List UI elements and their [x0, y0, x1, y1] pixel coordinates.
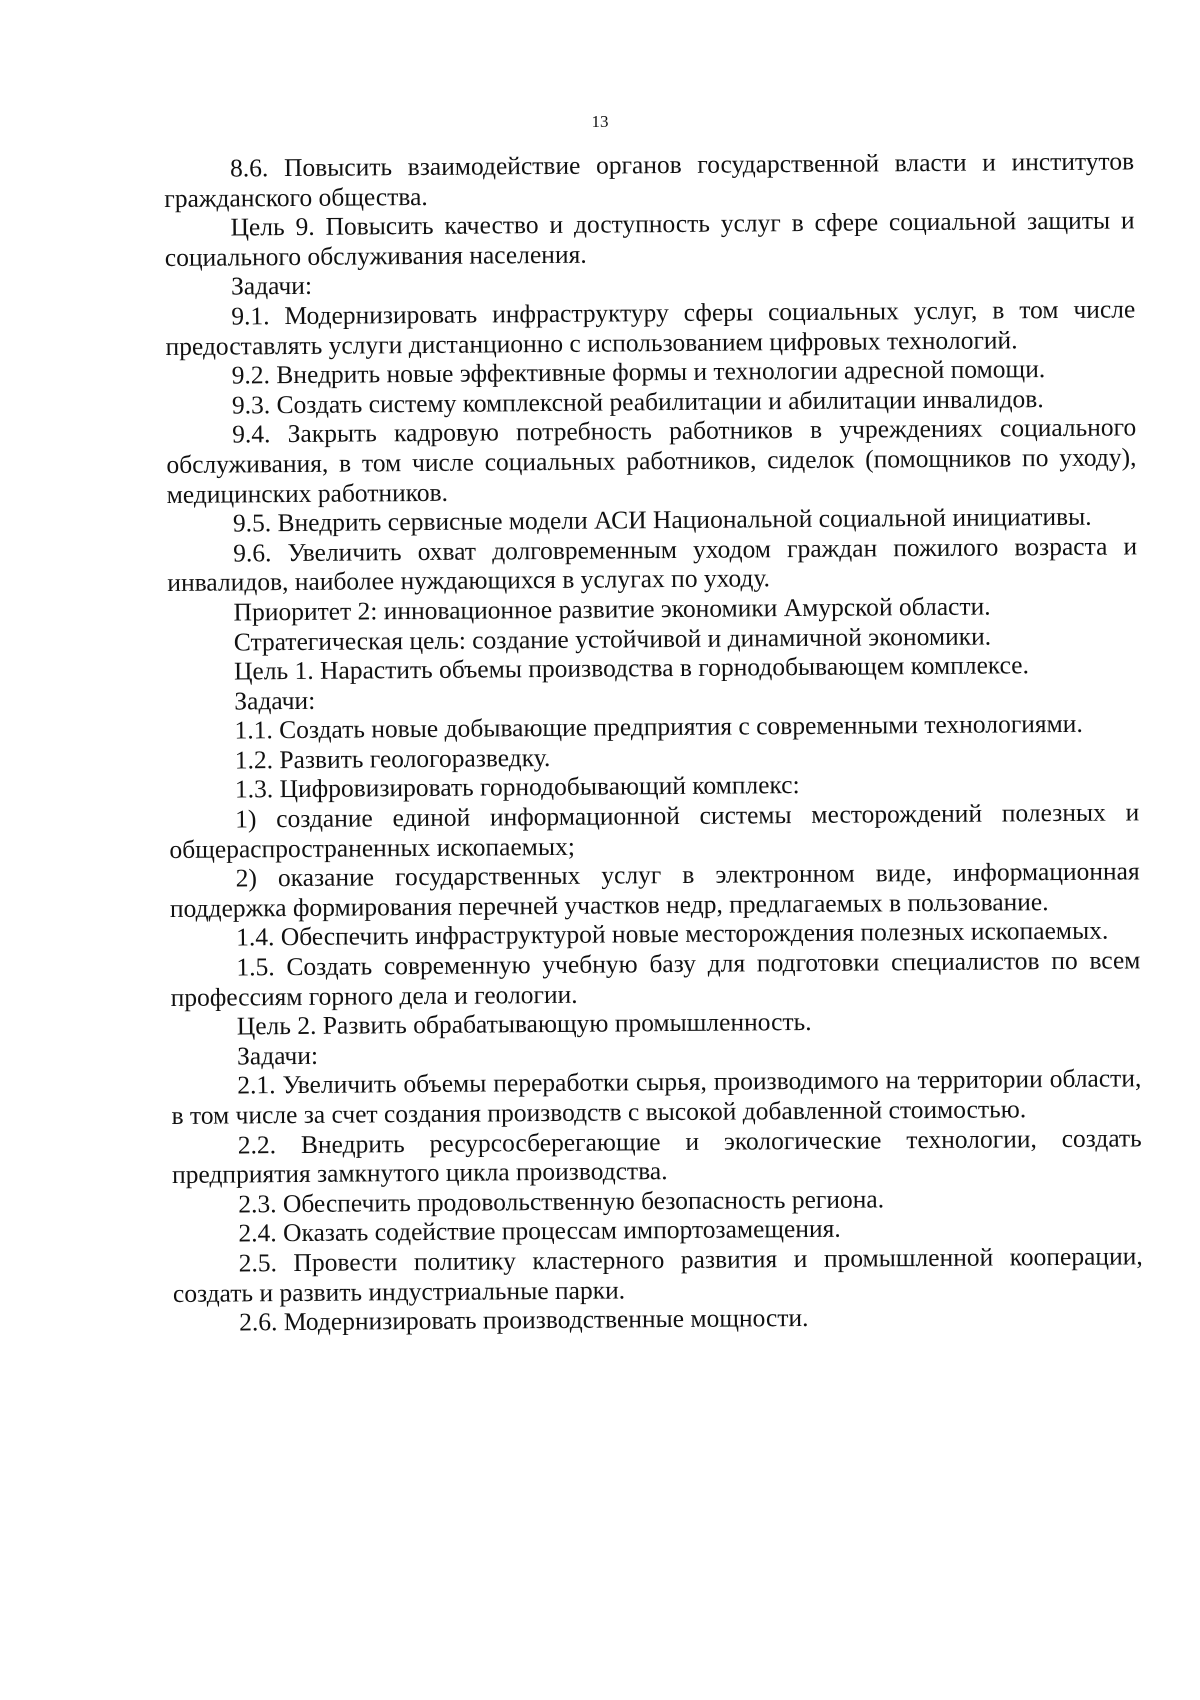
paragraph: Стратегическая цель: создание устойчивой и динамичной экономики. [233, 621, 992, 656]
paragraph: 2.4. Оказать содействие процессам импортозамещения. [238, 1214, 841, 1248]
paragraph: 1.1. Создать новые добывающие предприятия с современными технологиями. [234, 709, 1083, 745]
paragraph: 1.2. Развить геологоразведку. [234, 742, 551, 775]
paragraph: 9.6. Увеличить охват долговременным уходом граждан пожилого возраста и инвалидов, наиболее нуждающихся в услугах по уходу. [167, 531, 1138, 598]
paragraph: 9.2. Внедрить новые эффективные формы и технологии адресной помощи. [231, 354, 1046, 390]
paragraph: 9.5. Внедрить сервисные модели АСИ Национальной социальной инициативы. [232, 501, 1092, 538]
paragraph: 9.3. Создать систему комплексной реабилитации и абилитации инвалидов. [231, 383, 1044, 420]
paragraph: Задачи: [230, 271, 313, 301]
paragraph: 2.5. Провести политику кластерного развития и промышленной кооперации, создать и развить индустриальные парки. [172, 1241, 1143, 1308]
paragraph: 2.1. Увеличить объемы переработки сырья, производимого на территории области, в том числе за счет создания производств с высокой добавленной стоимостью. [171, 1063, 1142, 1130]
paragraph: Цель 9. Повысить качество и доступность услуг в сфере социальной защиты и социального обслуживания населения. [164, 205, 1135, 272]
paragraph: 2) оказание государственных услуг в электронном виде, информационная поддержка формирования перечней участков недр, предлагаемых в пользование. [169, 856, 1140, 923]
paragraph: Цель 1. Нарастить объемы производства в горнодобывающем комплексе. [233, 650, 1030, 686]
paragraph: 1.3. Цифровизировать горнодобывающий комплекс: [234, 770, 800, 804]
paragraph: 9.4. Закрыть кадровую потребность работников в учреждениях социального обслуживания, в том числе социальных работников, сиделок (помощников по уходу), медицинских работников. [166, 412, 1137, 509]
paragraph: Задачи: [234, 685, 316, 716]
document-body [164, 146, 1143, 1337]
paragraph: Цель 2. Развить обрабатывающую промышленность. [236, 1007, 812, 1041]
paragraph: 1.4. Обеспечить инфраструктурой новые месторождения полезных ископаемых. [236, 916, 1109, 952]
page-number: 13 [591, 112, 609, 131]
paragraph: Приоритет 2: инновационное развитие экономики Амурской области. [233, 591, 991, 627]
paragraph: 9.1. Модернизировать инфраструктуру сферы социальных услуг, в том числе предоставлять услуги дистанционно с использованием цифровых технологий. [165, 294, 1136, 361]
paragraph: 8.6. Повысить взаимодействие органов государственной власти и институтов гражданского общества. [164, 146, 1135, 213]
paragraph: 1) создание единой информационной системы месторождений полезных и общераспространенных ископаемых; [169, 797, 1140, 864]
paragraph: 2.2. Внедрить ресурсосберегающие и экологические технологии, создать предприятия замкнутого цикла производства. [171, 1122, 1142, 1190]
paragraph: 2.3. Обеспечить продовольственную безопасность региона. [238, 1184, 885, 1219]
paragraph: Задачи: [236, 1040, 319, 1071]
paragraph: 1.5. Создать современную учебную базу для подготовки специалистов по всем профессиям горного дела и геологии. [170, 945, 1141, 1012]
paragraph: 2.6. Модернизировать производственные мощности. [239, 1303, 809, 1337]
